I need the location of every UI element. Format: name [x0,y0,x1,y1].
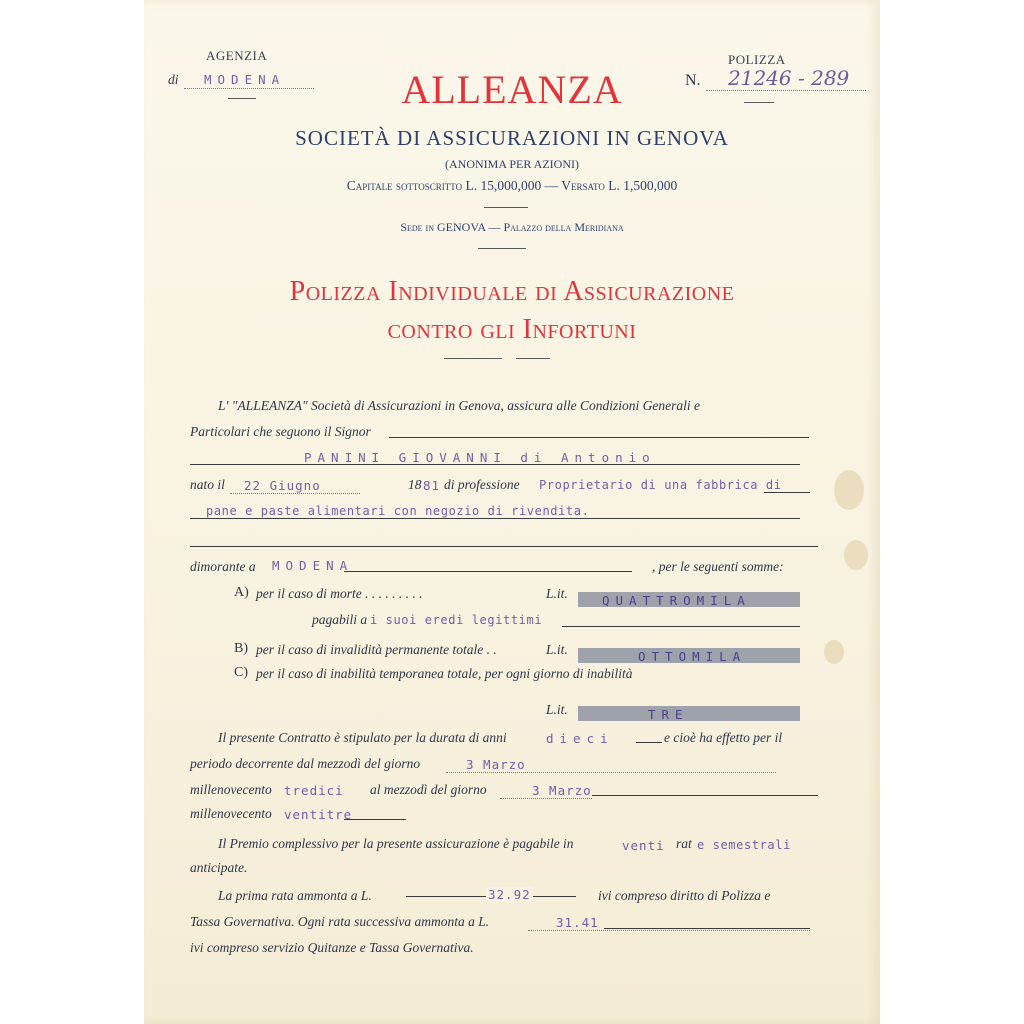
residence-label: dimorante a [190,559,256,574]
amount-box [578,592,800,607]
premium-type: e semestrali [697,838,791,852]
premium-text-2: anticipate. [190,860,248,875]
agenzia-value: MODENA [204,72,286,87]
fill-line [604,928,810,929]
amount-box [578,706,800,721]
residence-suffix: , per le seguenti somme: [652,559,784,574]
polizza-number: 21246 - 289 [728,66,850,90]
fill-line [344,571,632,572]
stain [824,640,844,664]
start-date-line [446,757,776,773]
divider [516,358,550,359]
premium-text-1: Il Premio complessivo per la presente assicurazione è pagabile in [218,836,574,851]
born-year: 81 [423,478,441,493]
item-b-text: per il caso di invalidità permanente totale . . [256,642,497,657]
policy-document [144,0,880,1024]
born-date: 22 Giugno [244,478,321,493]
fill-line [636,742,662,743]
document-title: Polizza Individuale di Assicurazione [289,276,735,307]
divider [484,207,528,208]
contract-text-1: Il presente Contratto è stipulato per la durata di anni [218,730,507,745]
item-c-value: TRE [648,707,689,722]
contract-text-4: millenovecento [190,806,272,821]
item-a-value: QUATTROMILA [602,593,751,608]
item-b-value: OTTOMILA [638,649,747,664]
contract-text-3: millenovecento [190,782,272,797]
premium-count: venti [622,838,665,853]
end-date-line [500,783,592,799]
first-rate-suffix: ivi compreso diritto di Polizza e [598,888,771,903]
premium-text-1b: rat [676,836,692,851]
item-c-label: C) [234,665,248,680]
company-type: (ANONIMA PER AZIONI) [445,157,579,171]
profession-value-2: pane e paste alimentari con negozio di rivendita. [206,504,590,518]
amount-box [578,648,800,663]
polizza-label: POLIZZA [728,52,786,67]
start-date: 3 Marzo [466,757,526,772]
stain [834,470,864,510]
divider [444,358,502,359]
company-subtitle: SOCIETÀ DI ASSICURAZIONI IN GENOVA [295,126,729,150]
profession-value: Proprietario di una fabbrica di [539,478,782,492]
fill-line [344,819,406,820]
next-rate-value: 31.41 [556,915,599,930]
contract-text-3b: al mezzodì del giorno [370,782,487,797]
item-a-payable-value: i suoi eredi legittimi [370,613,543,627]
intro-text: L' "ALLEANZA" Società di Assicurazioni in Genova, assicura alle Condizioni Generali e [218,398,700,413]
intro-text-2: Particolari che seguono il Signor [190,424,371,439]
contract-text-1b: e cioè ha effetto per il [664,730,783,745]
first-rate-value: 32.92 [488,887,531,902]
fill-line [562,626,800,627]
item-c-currency: L.it. [546,702,568,717]
item-a-payable-label: pagabili a [312,612,368,627]
item-c-text: per il caso di inabilità temporanea totale, per ogni giorno di inabilità [256,666,633,681]
fill-line [190,518,800,519]
agenzia-prefix: di [168,72,179,87]
born-label: nato il [190,477,225,492]
item-b-label: B) [234,641,248,656]
insured-name: PANINI GIOVANNI di Antonio [304,450,656,465]
contract-text-2: periodo decorrente dal mezzodì del giorno [190,756,421,771]
fill-line [389,437,809,438]
stain [844,540,868,570]
end-date: 3 Marzo [532,783,592,798]
born-year-prefix: 18 [408,477,422,492]
item-b-currency: L.it. [546,642,568,657]
agenzia-label: AGENZIA [206,48,268,63]
item-a-label: A) [234,585,249,600]
end-year: ventitre [284,807,353,822]
divider [478,248,526,249]
document-subtitle: contro gli Infortuni [387,314,637,345]
company-name: ALLEANZA [401,67,623,112]
fill-line [190,546,818,547]
item-a-text: per il caso di morte . . . . . . . . . [256,586,423,601]
item-a-currency: L.it. [546,586,568,601]
fill-line [764,492,810,493]
residence-value: MODENA [272,558,354,573]
start-year: tredici [284,783,344,798]
final-text: ivi compreso servizio Quitanze e Tassa Governativa. [190,940,474,955]
born-date-line [230,478,360,494]
polizza-prefix: N. [685,72,701,89]
company-capital: Capitale sottoscritto L. 15,000,000 — Versato L. 1,500,000 [346,178,678,193]
next-rate-label: Tassa Governativa. Ogni rata successiva ammonta a L. [190,914,490,929]
fill-line [592,795,818,796]
first-rate-label: La prima rata ammonta a L. [218,888,372,903]
company-seat: Sede in GENOVA — Palazzo della Meridiana [400,220,624,234]
profession-label: di professione [444,477,520,492]
contract-years: dieci [546,731,614,746]
